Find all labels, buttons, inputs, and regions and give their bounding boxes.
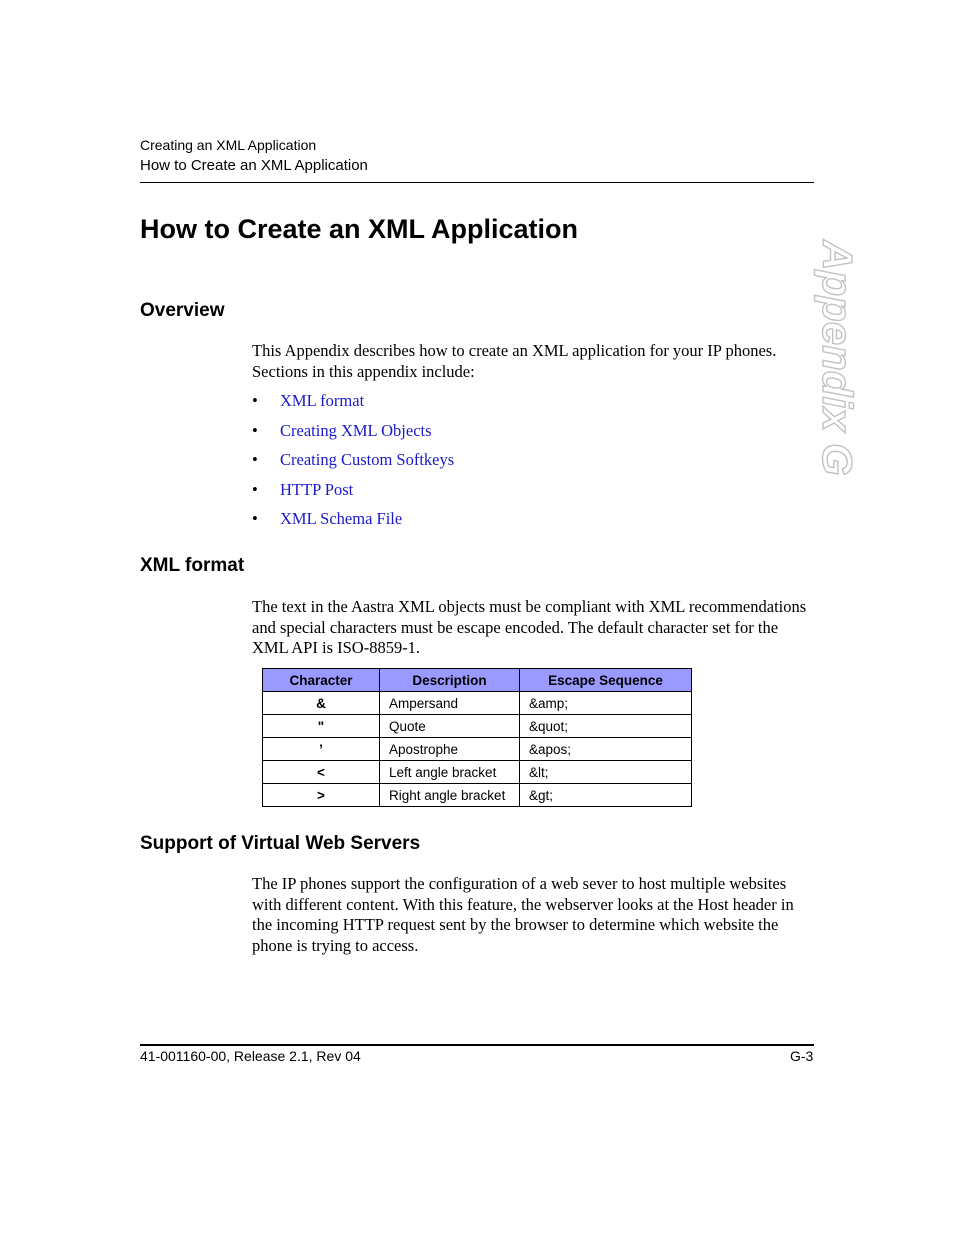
bullet: • <box>252 479 258 499</box>
running-header-section: How to Create an XML Application <box>140 157 368 174</box>
footer-page-number: G-3 <box>790 1048 814 1064</box>
virtual-web-servers-heading: Support of Virtual Web Servers <box>140 833 421 854</box>
cell-description: Left angle bracket <box>380 761 520 784</box>
table-row <box>263 715 692 738</box>
table-row <box>263 761 692 784</box>
link-xml-format[interactable]: XML format <box>280 391 365 410</box>
table-header-row <box>263 669 692 692</box>
xml-format-heading: XML format <box>140 555 245 576</box>
table-row <box>263 784 692 807</box>
cell-description: Right angle bracket <box>380 784 520 807</box>
cell-character: " <box>263 715 380 738</box>
footer-document-id: 41-001160-00, Release 2.1, Rev 04 <box>140 1048 361 1064</box>
table-row <box>263 738 692 761</box>
link-xml-schema-file[interactable]: XML Schema File <box>280 509 403 529</box>
link-http-post[interactable]: HTTP Post <box>280 479 354 499</box>
cell-character: & <box>263 692 380 715</box>
cell-escape-sequence: &quot; <box>520 715 692 738</box>
overview-heading: Overview <box>140 300 225 321</box>
cell-escape-sequence: &amp; <box>520 692 692 715</box>
cell-character: ’ <box>263 738 380 761</box>
bullet: • <box>252 420 258 440</box>
cell-description: Quote <box>380 715 520 738</box>
page-title: How to Create an XML Application <box>140 214 579 244</box>
escape-sequence-table <box>262 668 692 807</box>
header-rule <box>140 182 814 183</box>
virtual-web-servers-paragraph: The IP phones support the configuration of a web sever to host multiple websites with different content. With this feature, the webserver looks at the Host header in the incoming HTTP request sent by the browser to determine which website the phone is trying to access. <box>252 874 794 955</box>
column-header-escape-sequence: Escape Sequence <box>520 669 692 692</box>
appendix-side-tab-label: Appendix G <box>814 239 861 476</box>
appendix-side-tab <box>812 239 862 476</box>
cell-escape-sequence: &apos; <box>520 738 692 761</box>
link-creating-custom-softkeys[interactable]: Creating Custom Softkeys <box>280 450 455 470</box>
column-header-description: Description <box>380 669 520 692</box>
cell-character: > <box>263 784 380 807</box>
footer-rule <box>140 1044 814 1046</box>
column-header-character: Character <box>263 669 380 692</box>
bullet: • <box>252 509 258 529</box>
running-header-chapter: Creating an XML Application <box>140 137 317 153</box>
cell-description: Ampersand <box>380 692 520 715</box>
cell-escape-sequence: &lt; <box>520 761 692 784</box>
cell-character: < <box>263 761 380 784</box>
bullet: • <box>252 391 258 410</box>
xml-format-paragraph: The text in the Aastra XML objects must be compliant with XML recommendations and special characters must be escape encoded. The default character set for the XML API is ISO-8859-1. <box>252 597 807 657</box>
link-creating-xml-objects[interactable]: Creating XML Objects <box>280 420 432 440</box>
cell-escape-sequence: &gt; <box>520 784 692 807</box>
overview-paragraph: This Appendix describes how to create an XML application for your IP phones. Sections in this appendix include: <box>252 341 777 381</box>
cell-description: Apostrophe <box>380 738 520 761</box>
bullet: • <box>252 450 258 470</box>
table-row <box>263 692 692 715</box>
